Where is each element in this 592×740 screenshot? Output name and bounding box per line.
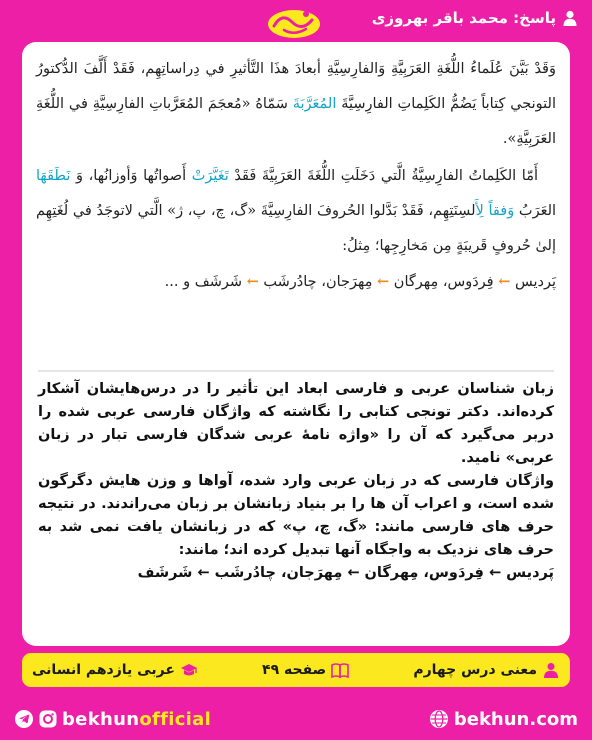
arabic-paragraph-2: أَمّا الكَلِماتُ الفارِسِيَّةُ الَّتي دَخَلَتِ اللُّغَةَ العَرَبِيَّةَ فَقَدْ تَغَيَّرَتْ أَصواتُها وَأوزانُها، وَ نَطَقَهَا العَرَبُ وَفقاً لِأَلسِنَتِهِم، فَقَدْ بَدَّلوا الحُروفَ الفارِسِيَّةَ «گ، چ، پ، ژ» الَّتي لاتوجَدُ في لُغَتِهِم إلىٰ حُروفٍ قَريبَةٍ مِن مَخارِجِها؛ مِثلُ: [36,168,557,254]
social-handle[interactable] [14,709,211,730]
arrow-left-icon: ← [498,273,511,290]
globe-icon [429,709,449,729]
persian-paragraph-3: پَردیس ← فِردَوس، مِهرگان ← مِهرَجان، چادُرشَب ← شَرشَف [137,565,554,581]
highlight-word: تَغَيَّرَتْ [191,168,229,184]
user-icon [542,662,560,678]
persian-paragraph-2: واژگان فارسی که در زبان عربی وارد شده، آواها و وزن هایش دگرگون شده است، و اعراب آن ها را بر بنیاد زبانشان بر زبان می‌راندند. در نتیجه حرف های فارسی مانند: «گ، چ، پ» که در زبانشان یافت نمی شد به حرف های نزدیک به واجگاه آنها تبدیل کرده اند؛ مانند: [38,473,554,558]
handle-text: bekhunofficial [62,708,212,730]
highlight-word: نَطَقَهَا [36,168,71,184]
lesson-page: صفحه ۴۹ [262,662,349,678]
graduation-cap-icon [180,662,198,678]
website-url: bekhun.com [453,708,578,730]
lesson-info-bar [22,653,570,687]
arabic-examples: پَرديس ← فِردَوس، مِهرگان ← مِهرَجان، چادُرشَب ← شَرشَف و ... [164,273,556,290]
arabic-text [36,52,556,300]
persian-translation [38,378,554,585]
answerer-name: پاسخ: محمد باقر بهروزی [371,9,556,27]
lesson-subject: معنی درس چهارم [413,662,560,678]
highlight-word: وَفقاً لِ [475,203,515,219]
instagram-icon[interactable] [38,709,58,729]
persian-paragraph-1: زبان شناسان عربی و فارسی ابعاد این تأثیر را در درس‌هایشان آشکار کرده‌اند. دکتر تونجی کتابی را نگاشته که واژگان فارسی عربی شده را دربر می‌گیرد که آن را «واژه نامهٔ عربی شدگان فارسی تبار در زبان عربی» نامید. [38,381,554,466]
book-icon [331,662,349,678]
arabic-paragraph-1: وَقَدْ بَيَّنَ عُلَماءُ اللُّغَةِ العَرَبِيَّةِ وَالفارِسِيَّةِ أبعادَ هذَا التَّأثيرِ في دِراساتِهِم، فَقَدْ أَلَّفَ الدُّكتورُ التونجي كِتاباً يَضُمُّ الكَلِماتِ الفارِسِيَّةَ المُعَرَّبَةَ سَمّاهُ «مُعجَمَ المُعَرَّباتِ الفارِسِيَّةِ في اللُّغَةِ العَرَبِيَّةِ». [36,61,556,147]
arrow-left-icon: ← [377,273,390,290]
telegram-icon[interactable] [14,709,34,729]
highlight-word: المُعَرَّبَةَ [292,96,337,112]
website-link[interactable] [429,709,578,730]
bottom-bar [0,698,592,740]
answerer-info [372,9,578,27]
user-icon [562,10,578,26]
content-card [22,42,570,646]
bekhun-logo [262,2,326,42]
header [0,0,592,42]
arrow-left-icon: ← [246,273,259,290]
book-title: عربی یازدهم انسانی [32,662,198,678]
divider [38,370,554,372]
